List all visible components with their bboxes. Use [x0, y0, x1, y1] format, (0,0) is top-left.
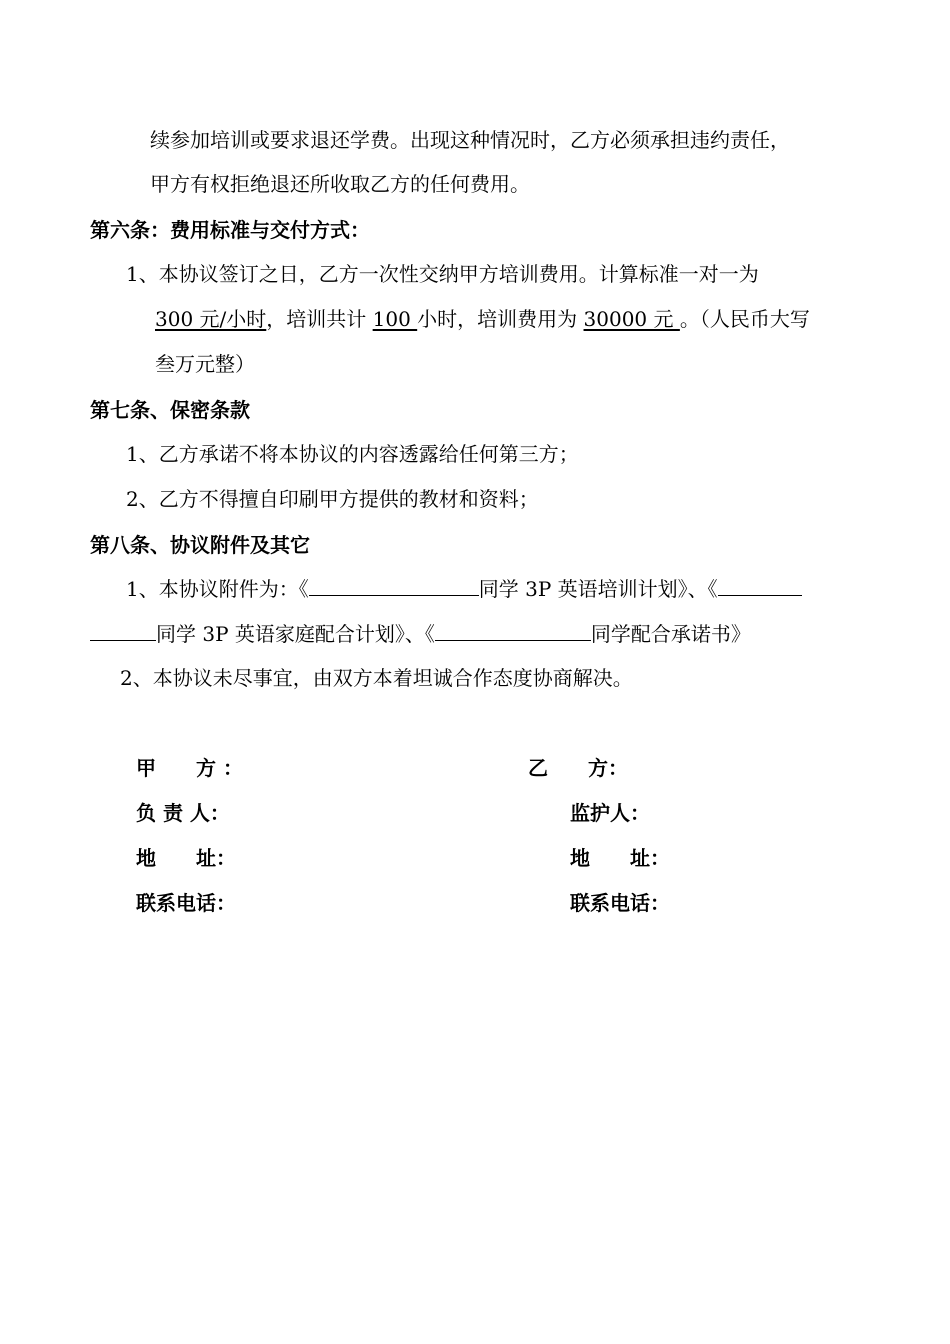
party-a-label: 甲 方 ：	[136, 756, 243, 780]
article-6-title: 第六条：费用标准与交付方式：	[90, 218, 370, 242]
text-fragment: 同学 3P 英语家庭配合计划》、《	[156, 622, 435, 646]
student-name-blank-2-end[interactable]	[90, 620, 156, 641]
total-hours: 100	[372, 307, 418, 331]
address-a-label: 地 址：	[136, 846, 236, 870]
phone-a-label: 联系电话：	[136, 891, 236, 915]
guardian-label: 监护人：	[570, 801, 650, 825]
article-8-item-1-line-2	[90, 620, 751, 648]
text-fragment: 1、本协议附件为：《	[126, 577, 309, 601]
text-fragment: ，培训共计	[266, 307, 373, 331]
article-7-item-1: 1、乙方承诺不将本协议的内容透露给任何第三方；	[126, 442, 579, 466]
text-fragment: 小时，培训费用为	[417, 307, 584, 331]
text-fragment: 同学配合承诺书》	[590, 622, 751, 646]
total-fee: 30000 元	[583, 307, 680, 331]
text-fragment: 同学 3P 英语培训计划》、《	[478, 577, 718, 601]
student-name-blank-1[interactable]	[309, 575, 479, 596]
article-6-item-1-line-1: 1、本协议签订之日，乙方一次性交纳甲方培训费用。计算标准一对一为	[126, 262, 759, 286]
article-6-item-1-line-3: 叁万元整）	[155, 352, 255, 376]
article-7-item-2: 2、乙方不得擅自印刷甲方提供的教材和资料；	[126, 487, 539, 511]
article-8-title: 第八条、协议附件及其它	[90, 533, 310, 557]
address-b-label: 地 址：	[570, 846, 670, 870]
student-name-blank-3[interactable]	[435, 620, 591, 641]
text-fragment: 。（人民币大写	[679, 307, 810, 331]
continuation-line-1: 续参加培训或要求退还学费。出现这种情况时，乙方必须承担违约责任，	[150, 128, 790, 152]
article-8-item-2: 2、本协议未尽事宜，由双方本着坦诚合作态度协商解决。	[120, 666, 633, 690]
article-7-title: 第七条、保密条款	[90, 398, 250, 422]
student-name-blank-2-start[interactable]	[718, 575, 802, 596]
responsible-person-label: 负 责 人：	[136, 801, 230, 825]
article-6-item-1-line-2	[155, 305, 810, 333]
article-8-item-1-line-1	[126, 575, 802, 603]
hourly-rate: 300 元/小时	[155, 307, 267, 331]
phone-b-label: 联系电话：	[570, 891, 670, 915]
continuation-line-2: 甲方有权拒绝退还所收取乙方的任何费用。	[150, 172, 530, 196]
party-b-label: 乙 方：	[528, 756, 628, 780]
